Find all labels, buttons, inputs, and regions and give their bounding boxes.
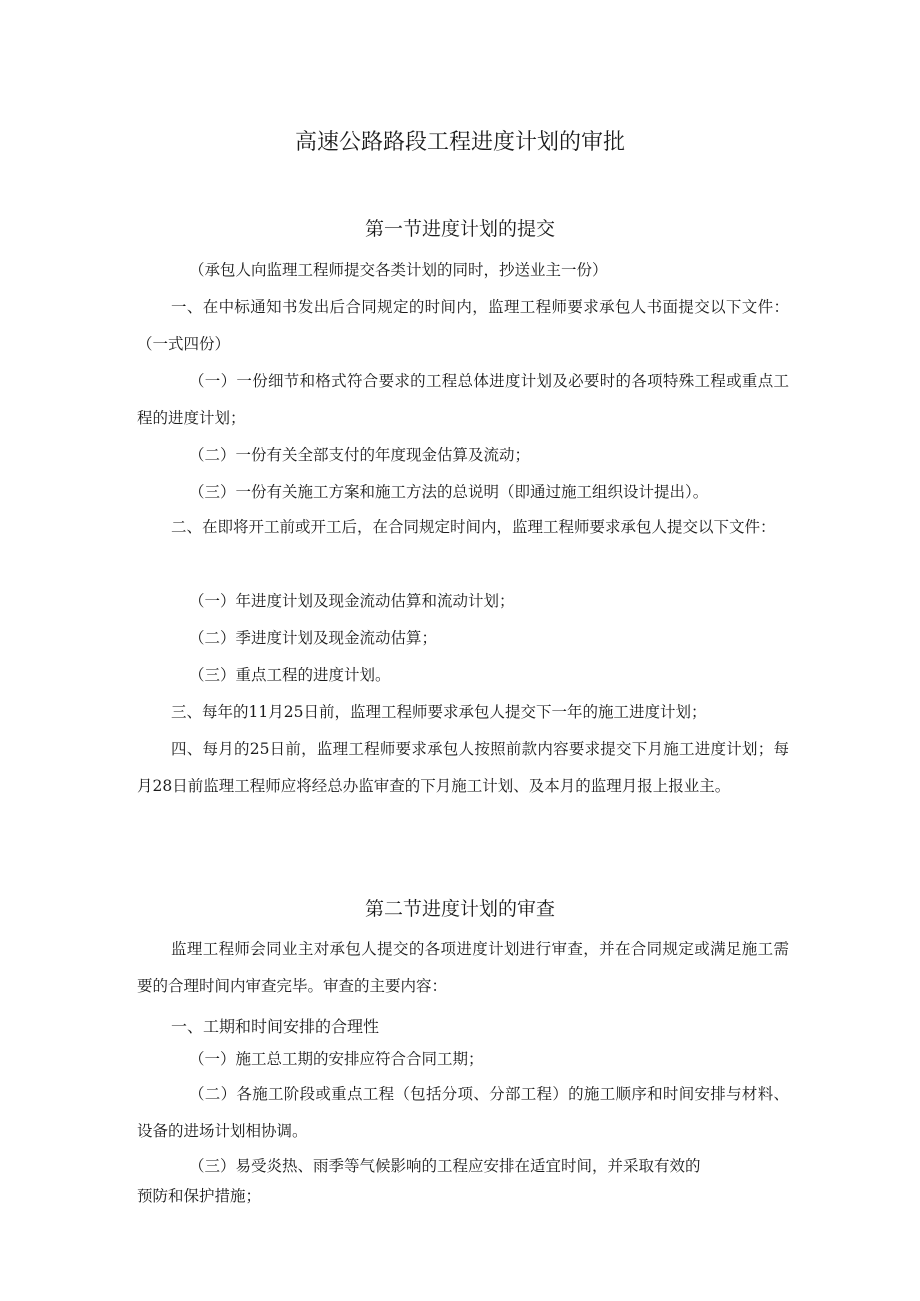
section1-item-2-2: （二）季进度计划及现金流动估算； <box>189 629 438 647</box>
section1-paragraph-1: 一、在中标通知书发出后合同规定的时间内，监理工程师要求承包人书面提交以下文件：（一式四份） <box>137 298 789 353</box>
section1-paragraph-4: 四、每月的25日前，监理工程师要求承包人按照前款内容要求提交下月施工进度计划；每月28日前监理工程师应将经总办监审查的下月施工计划、及本月的监理月报上报业主。 <box>137 740 789 795</box>
section2-item-1-2: （二）各施工阶段或重点工程（包括分项、分部工程）的施工顺序和时间安排与材料、设备的进场计划相协调。 <box>137 1085 789 1140</box>
section1-item-2-3: （三）重点工程的进度计划。 <box>189 666 391 684</box>
section1-note: （承包人向监理工程师提交各类计划的同时，抄送业主一份） <box>189 261 608 279</box>
section2-item-1-3-line-2: 预防和保护措施； <box>137 1187 262 1205</box>
section2-item-1-1: （一）施工总工期的安排应符合合同工期； <box>189 1050 484 1068</box>
section1-paragraph-3: 三、每年的11月25日前，监理工程师要求承包人提交下一年的施工进度计划； <box>171 703 707 721</box>
section1-item-2-1: （一）年进度计划及现金流动估算和流动计划； <box>189 592 515 610</box>
section2-heading: 第二节进度计划的审查 <box>364 898 555 920</box>
section1-paragraph-2: 二、在即将开工前或开工后，在合同规定时间内，监理工程师要求承包人提交以下文件： <box>171 518 776 536</box>
section1-item-1-2: （二）一份有关全部支付的年度现金估算及流动； <box>189 446 531 464</box>
section2-subheading-1: 一、工期和时间安排的合理性 <box>171 1017 380 1036</box>
section1-item-1-3: （三）一份有关施工方案和施工方法的总说明（即通过施工组织设计提出）。 <box>189 483 709 501</box>
document-title: 高速公路路段工程进度计划的审批 <box>294 130 625 155</box>
section1-heading: 第一节进度计划的提交 <box>364 218 555 240</box>
section2-item-1-3-line-1: （三）易受炎热、雨季等气候影响的工程应安排在适宜时间，并采取有效的 <box>189 1157 701 1175</box>
section1-item-1-1: （一）一份细节和格式符合要求的工程总体进度计划及必要时的各项特殊工程或重点工程的进度计划； <box>137 372 789 427</box>
section2-intro: 监理工程师会同业主对承包人提交的各项进度计划进行审查，并在合同规定或满足施工需要的合理时间内审查完毕。审查的主要内容： <box>137 940 789 995</box>
